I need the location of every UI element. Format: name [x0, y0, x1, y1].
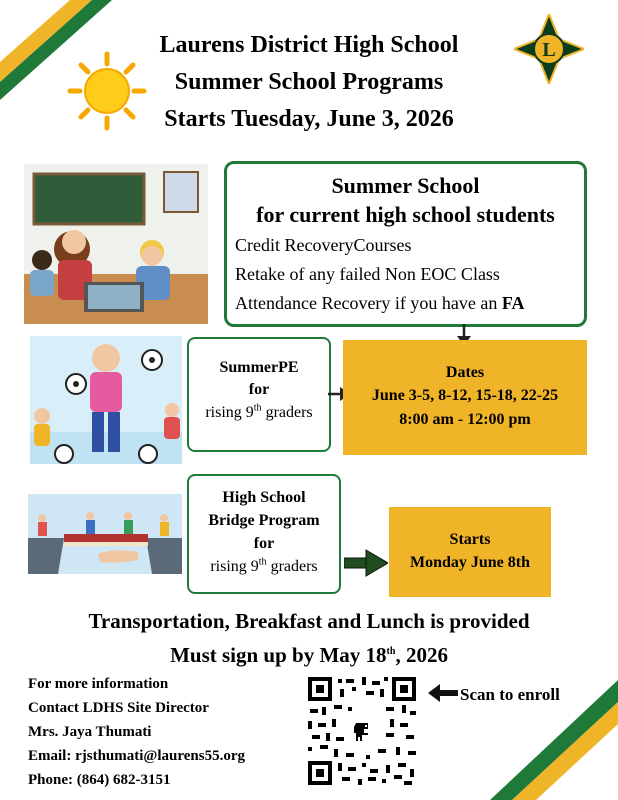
school-name: Laurens District High School [159, 32, 459, 58]
logo-letter: L [542, 39, 556, 61]
summer-school-title: Summer School [331, 173, 480, 198]
dates-list: June 3-5, 8-12, 15-18, 22-25 [371, 387, 559, 404]
scan-to-enroll-label: Scan to enroll [460, 685, 560, 704]
summer-school-item-attendance: Attendance Recovery if you have an FA [235, 293, 525, 313]
starts-date: Monday June 8th [409, 554, 531, 571]
summer-pe-for: for [248, 381, 270, 398]
soccer-illustration [30, 336, 182, 464]
qr-code[interactable] [306, 675, 418, 787]
summer-pe-audience: rising 9th graders [205, 402, 313, 421]
starts-box [389, 507, 551, 597]
signup-deadline: Must sign up by May 18th, 2026 [170, 643, 448, 667]
dates-box [343, 340, 587, 455]
starts-label: Starts [449, 531, 491, 548]
dates-time: 8:00 am - 12:00 pm [399, 411, 531, 428]
dates-label: Dates [445, 364, 485, 381]
bridge-program-box [187, 474, 341, 594]
fa-text: FA [501, 293, 525, 313]
bridge-title-2: Bridge Program [208, 512, 320, 529]
summer-school-subtitle: for current high school students [256, 202, 555, 227]
bridge-audience: rising 9th graders [210, 556, 318, 575]
summer-school-box [224, 161, 587, 327]
program-title: Summer School Programs [174, 69, 444, 95]
contact-more-info: For more information [28, 676, 169, 692]
contact-phone[interactable]: Phone: (864) 682-3151 [28, 772, 171, 788]
contact-info [28, 672, 245, 792]
summer-pe-title: SummerPE [219, 359, 299, 376]
summer-pe-box [187, 337, 331, 452]
bridge-title-1: High School [222, 489, 306, 506]
contact-email[interactable]: Email: rjsthumati@laurens55.org [28, 748, 246, 764]
transport-note: Transportation, Breakfast and Lunch is provided [88, 609, 530, 633]
summer-school-item-credit: Credit RecoveryCourses [235, 235, 412, 255]
bridge-for: for [253, 535, 275, 552]
bridge-illustration [28, 494, 182, 574]
summer-school-item-retake: Retake of any failed Non EOC Class [235, 264, 500, 284]
contact-director-title: Contact LDHS Site Director [28, 700, 209, 716]
arrow-left-icon [428, 684, 458, 702]
contact-name: Mrs. Jaya Thumati [28, 724, 152, 740]
arrow-right-large-icon [344, 548, 388, 578]
classroom-illustration [24, 164, 208, 324]
start-date-title: Starts Tuesday, June 3, 2026 [164, 106, 454, 132]
